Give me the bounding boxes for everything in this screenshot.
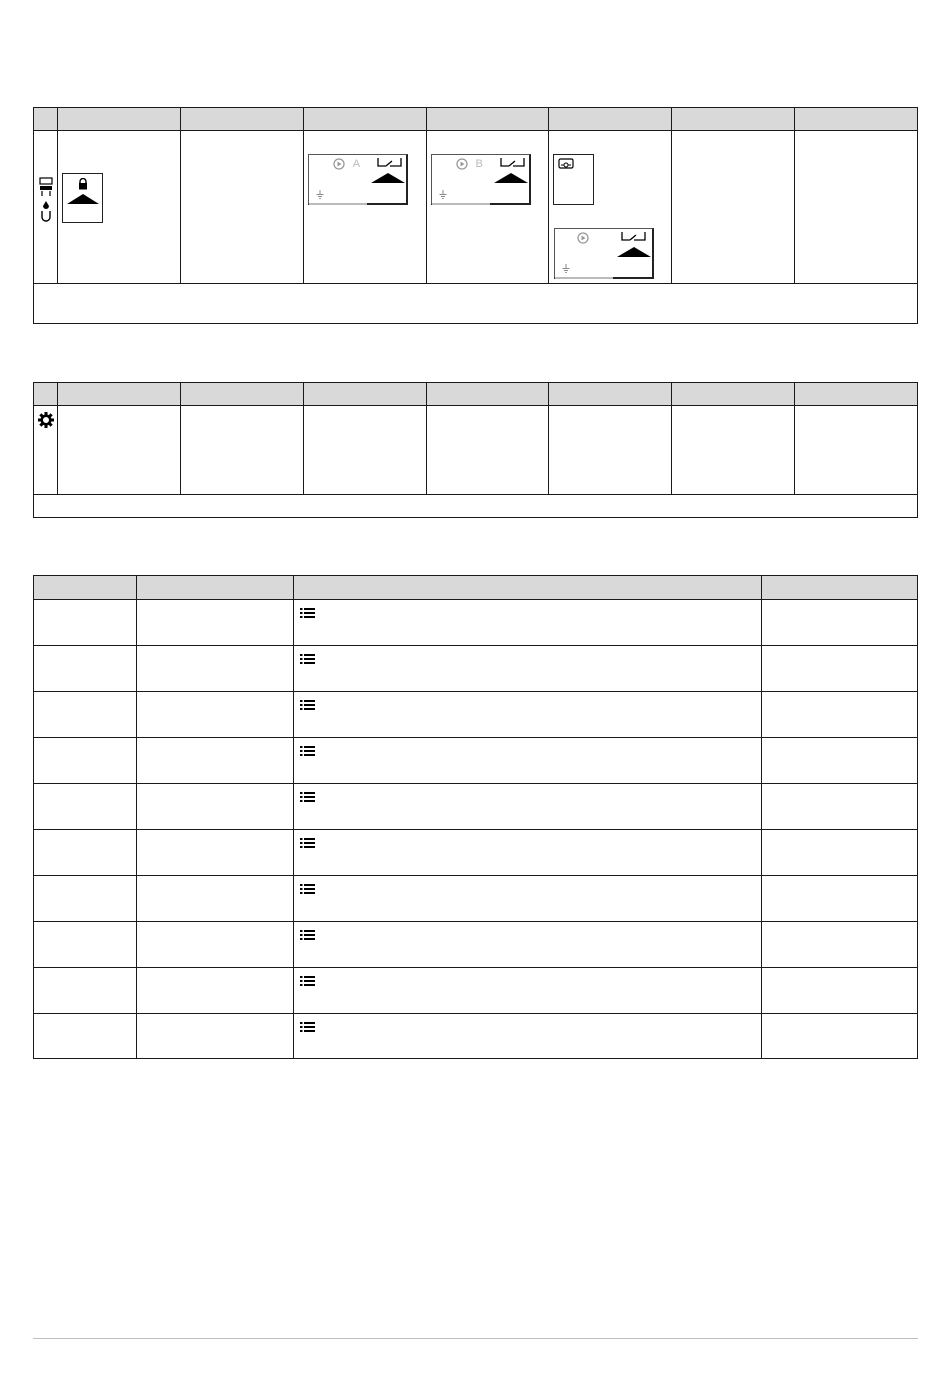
parameter-cell [34, 600, 137, 645]
parameter-cell [137, 600, 294, 645]
ground-icon [439, 190, 447, 199]
parameter-cell [34, 738, 137, 783]
header-cell [137, 576, 294, 599]
row-icon-cell [34, 131, 58, 283]
state-cell-empty [795, 131, 917, 283]
ground-icon [316, 190, 324, 199]
ground-icon [562, 264, 570, 273]
warning-triangle-icon [494, 173, 528, 183]
table-row [34, 738, 917, 784]
settings-cell [181, 406, 304, 494]
parameter-menu-cell [294, 876, 762, 921]
table-row [34, 600, 917, 646]
header-cell [795, 108, 917, 130]
display-pump [554, 228, 654, 279]
table-footer-row [34, 284, 917, 323]
list-icon [300, 746, 315, 756]
header-cell [427, 108, 550, 130]
table-footer-row [34, 495, 917, 517]
parameter-cell [762, 922, 917, 967]
header-cell [549, 108, 672, 130]
parameter-cell [34, 784, 137, 829]
parameter-cell [137, 876, 294, 921]
parameter-cell [137, 968, 294, 1013]
locked-display [62, 173, 103, 223]
parameter-table [33, 575, 918, 1059]
parameter-cell [762, 830, 917, 875]
header-cell [304, 383, 427, 405]
table-row [34, 968, 917, 1014]
parameter-cell [762, 738, 917, 783]
header-cell [181, 383, 304, 405]
float-display [553, 154, 594, 205]
warning-triangle-icon [67, 194, 99, 204]
row-icon-cell [34, 406, 58, 494]
display-a [308, 154, 408, 205]
header-cell [34, 108, 58, 130]
relay-switch-icon [500, 157, 530, 169]
pump-level-icon [38, 177, 54, 223]
parameter-cell [137, 784, 294, 829]
parameter-cell [762, 692, 917, 737]
parameter-cell [762, 646, 917, 691]
parameter-menu-cell [294, 830, 762, 875]
settings-cell [427, 406, 550, 494]
header-cell [427, 383, 550, 405]
parameter-menu-cell [294, 922, 762, 967]
parameter-cell [137, 830, 294, 875]
warning-triangle-icon [371, 173, 405, 183]
state-cell-empty [181, 131, 304, 283]
parameter-cell [34, 830, 137, 875]
lock-icon [78, 178, 88, 190]
settings-cell [795, 406, 917, 494]
table-row [34, 692, 917, 738]
parameter-cell [34, 646, 137, 691]
parameter-cell [762, 876, 917, 921]
parameter-cell [34, 876, 137, 921]
table-row [34, 406, 917, 495]
parameter-menu-cell [294, 968, 762, 1013]
display-b [431, 154, 531, 205]
header-cell [549, 383, 672, 405]
parameter-cell [762, 600, 917, 645]
parameter-menu-cell [294, 784, 762, 829]
settings-cell [58, 406, 181, 494]
parameter-cell [762, 784, 917, 829]
list-icon [300, 930, 315, 940]
parameter-cell [137, 646, 294, 691]
table-row [34, 131, 917, 284]
list-icon [300, 1022, 315, 1032]
table-header-row [34, 108, 917, 131]
header-cell [34, 576, 137, 599]
list-icon [300, 792, 315, 802]
list-icon [300, 884, 315, 894]
list-icon [300, 976, 315, 986]
relay-switch-icon [377, 157, 407, 169]
parameter-cell [137, 692, 294, 737]
table-row [34, 876, 917, 922]
header-cell [58, 383, 181, 405]
header-cell [672, 108, 795, 130]
footer-cell [34, 495, 917, 517]
table-row [34, 646, 917, 692]
state-cell-display-a [304, 131, 427, 283]
state-cell-display-b [427, 131, 550, 283]
list-icon [300, 654, 315, 664]
state-cell-empty [672, 131, 795, 283]
parameter-cell [34, 968, 137, 1013]
list-icon [300, 700, 315, 710]
footer-cell [34, 284, 917, 323]
header-cell [181, 108, 304, 130]
footer-divider [33, 1338, 918, 1339]
float-switch-icon [558, 158, 574, 170]
header-cell [34, 383, 58, 405]
header-cell [795, 383, 917, 405]
play-icon [456, 158, 468, 170]
parameter-menu-cell [294, 646, 762, 691]
table-row [34, 830, 917, 876]
list-icon [300, 838, 315, 848]
parameter-cell [34, 1014, 137, 1058]
settings-cell [304, 406, 427, 494]
warning-triangle-icon [617, 247, 651, 257]
play-icon [333, 158, 345, 170]
parameter-cell [34, 922, 137, 967]
table-header-row [34, 383, 917, 406]
header-cell [762, 576, 917, 599]
parameter-cell [137, 1014, 294, 1058]
gear-icon [38, 412, 54, 428]
state-cell-float [549, 131, 672, 283]
settings-table [33, 382, 918, 518]
header-cell [58, 108, 181, 130]
relay-switch-icon [621, 231, 651, 243]
parameter-cell [137, 738, 294, 783]
settings-cell [672, 406, 795, 494]
header-cell [304, 108, 427, 130]
parameter-cell [34, 692, 137, 737]
state-cell-locked [58, 131, 181, 283]
list-icon [300, 608, 315, 618]
display-states-table [33, 107, 918, 324]
header-cell [672, 383, 795, 405]
header-cell [294, 576, 762, 599]
parameter-menu-cell [294, 738, 762, 783]
channel-letter: B [475, 158, 483, 170]
table-row [34, 922, 917, 968]
table-header-row [34, 576, 917, 600]
table-row [34, 1014, 917, 1058]
parameter-menu-cell [294, 692, 762, 737]
parameter-menu-cell [294, 1014, 762, 1058]
parameter-cell [762, 968, 917, 1013]
parameter-menu-cell [294, 600, 762, 645]
parameter-cell [762, 1014, 917, 1058]
channel-letter: A [352, 158, 361, 170]
table-row [34, 784, 917, 830]
parameter-cell [137, 922, 294, 967]
play-icon [577, 232, 589, 244]
settings-cell [549, 406, 672, 494]
